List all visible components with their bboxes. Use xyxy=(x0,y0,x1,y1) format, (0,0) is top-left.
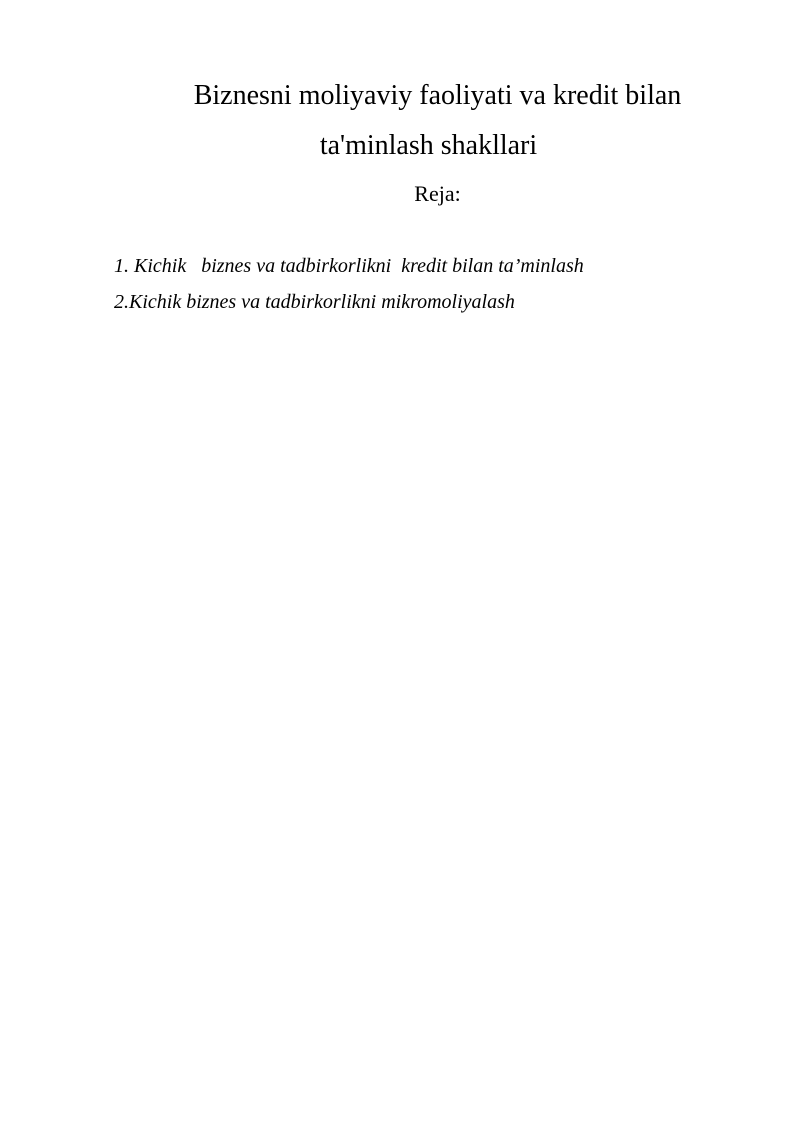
document-title-line-1: Biznesni moliyaviy faoliyati va kredit bilan xyxy=(193,80,682,111)
document-title-line-2: ta'minlash shakllari xyxy=(319,130,538,161)
plan-heading: Reja: xyxy=(414,181,461,206)
plan-list xyxy=(114,254,584,326)
plan-item-1: 1. Kichik biznes va tadbirkorlikni kredit bilan ta’minlash xyxy=(114,255,584,277)
plan-item-2: 2.Kichik biznes va tadbirkorlikni mikromoliyalash xyxy=(114,291,515,313)
